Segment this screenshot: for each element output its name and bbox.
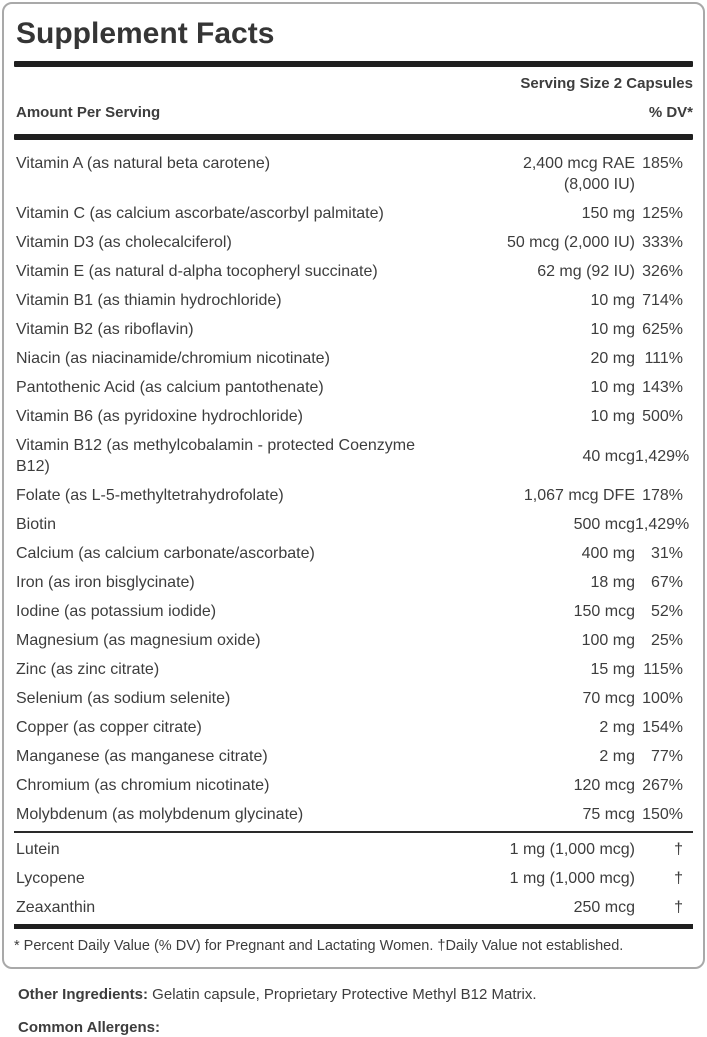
nutrient-name: Lycopene xyxy=(16,870,85,887)
supplement-facts-panel xyxy=(2,2,705,969)
nutrient-row xyxy=(14,228,693,257)
nutrient-name: Chromium (as chromium nicotinate) xyxy=(16,777,270,794)
nutrient-dv: 25% xyxy=(650,632,683,649)
nutrient-name: Folate (as L-5-methyltetrahydrofolate) xyxy=(16,487,284,504)
nutrient-dv: 143% xyxy=(642,379,683,396)
extra-rows xyxy=(14,835,693,922)
nutrient-dv: 500% xyxy=(642,408,683,425)
serving-size: Serving Size 2 Capsules xyxy=(520,75,693,92)
nutrient-dv: 326% xyxy=(642,263,683,280)
other-ingredients-text: Gelatin capsule, Proprietary Protective Methyl B12 Matrix. xyxy=(148,986,537,1003)
nutrient-name: Lutein xyxy=(16,841,60,858)
nutrient-dv: 150% xyxy=(642,806,683,823)
nutrient-amount: 2 mg xyxy=(599,748,635,765)
nutrient-row xyxy=(14,257,693,286)
other-ingredients-line xyxy=(18,985,697,1004)
nutrient-amount: 100 mg xyxy=(581,632,635,649)
nutrient-row xyxy=(14,431,693,481)
nutrient-dv: 154% xyxy=(642,719,683,736)
nutrient-amount: 20 mg xyxy=(590,350,635,367)
nutrient-row xyxy=(14,626,693,655)
percent-dv-label: % DV* xyxy=(648,104,693,121)
nutrient-amount: 150 mg xyxy=(581,205,635,222)
nutrient-dv: 52% xyxy=(650,603,683,620)
nutrient-name: Copper (as copper citrate) xyxy=(16,719,202,736)
nutrient-name: Magnesium (as magnesium oxide) xyxy=(16,632,261,649)
nutrient-name: Niacin (as niacinamide/chromium nicotinate) xyxy=(16,350,330,367)
nutrient-amount: 62 mg (92 IU) xyxy=(537,263,635,280)
nutrient-dv: 125% xyxy=(642,205,683,222)
column-header-row xyxy=(14,93,693,134)
nutrient-amount: 10 mg xyxy=(590,321,635,338)
nutrient-name: Vitamin B12 (as methylcobalamin - protected Coenzyme B12) xyxy=(16,437,415,475)
nutrient-name: Vitamin B2 (as riboflavin) xyxy=(16,321,194,338)
amount-per-serving-label: Amount Per Serving xyxy=(16,104,161,121)
nutrient-amount: 40 mcg xyxy=(582,447,635,465)
below-panel-text xyxy=(0,969,707,1037)
nutrient-amount: 10 mg xyxy=(590,379,635,396)
section-divider xyxy=(14,831,693,833)
dv-footnote: * Percent Daily Value (% DV) for Pregnant and Lactating Women. †Daily Value not established. xyxy=(14,938,624,954)
nutrient-row xyxy=(14,539,693,568)
nutrient-rows xyxy=(14,140,693,829)
nutrient-dv: 185% xyxy=(642,155,683,172)
nutrient-row xyxy=(14,373,693,402)
nutrient-dv: † xyxy=(674,841,683,858)
nutrient-amount: 18 mg xyxy=(590,574,635,591)
nutrient-dv: 115% xyxy=(643,661,683,678)
nutrient-amount: 10 mg xyxy=(590,408,635,425)
nutrient-row xyxy=(14,315,693,344)
nutrient-row xyxy=(14,402,693,431)
other-ingredients-label: Other Ingredients: xyxy=(18,986,149,1003)
nutrient-row xyxy=(14,771,693,800)
nutrient-row xyxy=(14,713,693,742)
nutrient-amount: 2 mg xyxy=(599,719,635,736)
nutrient-name: Vitamin C (as calcium ascorbate/ascorbyl palmitate) xyxy=(16,205,384,222)
nutrient-row xyxy=(14,684,693,713)
nutrient-dv: 1,429% xyxy=(635,447,690,465)
nutrient-row xyxy=(14,655,693,684)
nutrient-name: Vitamin A (as natural beta carotene) xyxy=(16,155,271,172)
nutrient-name: Vitamin B1 (as thiamin hydrochloride) xyxy=(16,292,282,309)
nutrient-row xyxy=(14,286,693,315)
nutrient-name: Vitamin B6 (as pyridoxine hydrochloride) xyxy=(16,408,303,425)
nutrient-row xyxy=(14,742,693,771)
nutrient-dv: † xyxy=(674,899,683,916)
nutrient-amount-alt: (8,000 IU) xyxy=(563,176,635,193)
nutrient-name: Zinc (as zinc citrate) xyxy=(16,661,160,678)
nutrient-row xyxy=(14,864,693,893)
nutrient-dv: 100% xyxy=(642,690,683,707)
nutrient-amount: 70 mcg xyxy=(582,690,635,707)
nutrient-dv: 67% xyxy=(650,574,683,591)
nutrient-name: Selenium (as sodium selenite) xyxy=(16,690,231,707)
nutrient-row xyxy=(14,597,693,626)
nutrient-name: Iron (as iron bisglycinate) xyxy=(16,574,195,591)
nutrient-row xyxy=(14,835,693,864)
nutrient-name: Manganese (as manganese citrate) xyxy=(16,748,268,765)
nutrient-row xyxy=(14,149,693,199)
nutrient-row xyxy=(14,510,693,539)
nutrient-row xyxy=(14,199,693,228)
nutrient-name: Biotin xyxy=(16,516,57,533)
nutrient-dv: 625% xyxy=(642,321,683,338)
nutrient-amount: 400 mg xyxy=(581,545,635,562)
nutrient-row xyxy=(14,481,693,510)
nutrient-dv: 178% xyxy=(642,487,683,504)
nutrient-amount: 2,400 mcg RAE (8,000 IU) xyxy=(448,153,635,195)
nutrient-name: Vitamin D3 (as cholecalciferol) xyxy=(16,234,232,251)
nutrient-name: Zeaxanthin xyxy=(16,899,96,916)
nutrient-amount: 1 mg (1,000 mcg) xyxy=(509,870,635,887)
nutrient-row xyxy=(14,800,693,829)
nutrient-dv: 267% xyxy=(642,777,683,794)
nutrient-dv: 333% xyxy=(642,234,683,251)
nutrient-dv: 714% xyxy=(642,292,683,309)
nutrient-dv: 111% xyxy=(644,350,683,367)
nutrient-amount: 1 mg (1,000 mcg) xyxy=(509,841,635,858)
nutrient-amount: 10 mg xyxy=(590,292,635,309)
nutrient-dv: 1,429% xyxy=(635,516,690,533)
nutrient-name: Vitamin E (as natural d-alpha tocopheryl succinate) xyxy=(16,263,378,280)
nutrient-dv: † xyxy=(674,870,683,887)
panel-title: Supplement Facts xyxy=(16,17,275,50)
common-allergens-label: Common Allergens: xyxy=(18,1019,160,1036)
nutrient-amount: 500 mcg xyxy=(573,516,635,533)
nutrient-amount: 75 mcg xyxy=(582,806,635,823)
nutrient-amount: 1,067 mcg DFE xyxy=(523,487,635,504)
nutrient-row xyxy=(14,344,693,373)
nutrient-amount: 120 mcg xyxy=(573,777,635,794)
nutrient-dv: 31% xyxy=(650,545,683,562)
nutrient-amount: 250 mcg xyxy=(573,899,635,916)
nutrient-row xyxy=(14,568,693,597)
nutrient-name: Pantothenic Acid (as calcium pantothenate) xyxy=(16,379,324,396)
nutrient-amount: 15 mg xyxy=(590,661,635,678)
nutrient-dv: 77% xyxy=(650,748,683,765)
nutrient-name: Calcium (as calcium carbonate/ascorbate) xyxy=(16,545,315,562)
nutrient-amount: 50 mcg (2,000 IU) xyxy=(506,234,635,251)
nutrient-row xyxy=(14,893,693,922)
nutrient-name: Iodine (as potassium iodide) xyxy=(16,603,217,620)
nutrient-amount: 150 mcg xyxy=(573,603,635,620)
nutrient-name: Molybdenum (as molybdenum glycinate) xyxy=(16,806,304,823)
